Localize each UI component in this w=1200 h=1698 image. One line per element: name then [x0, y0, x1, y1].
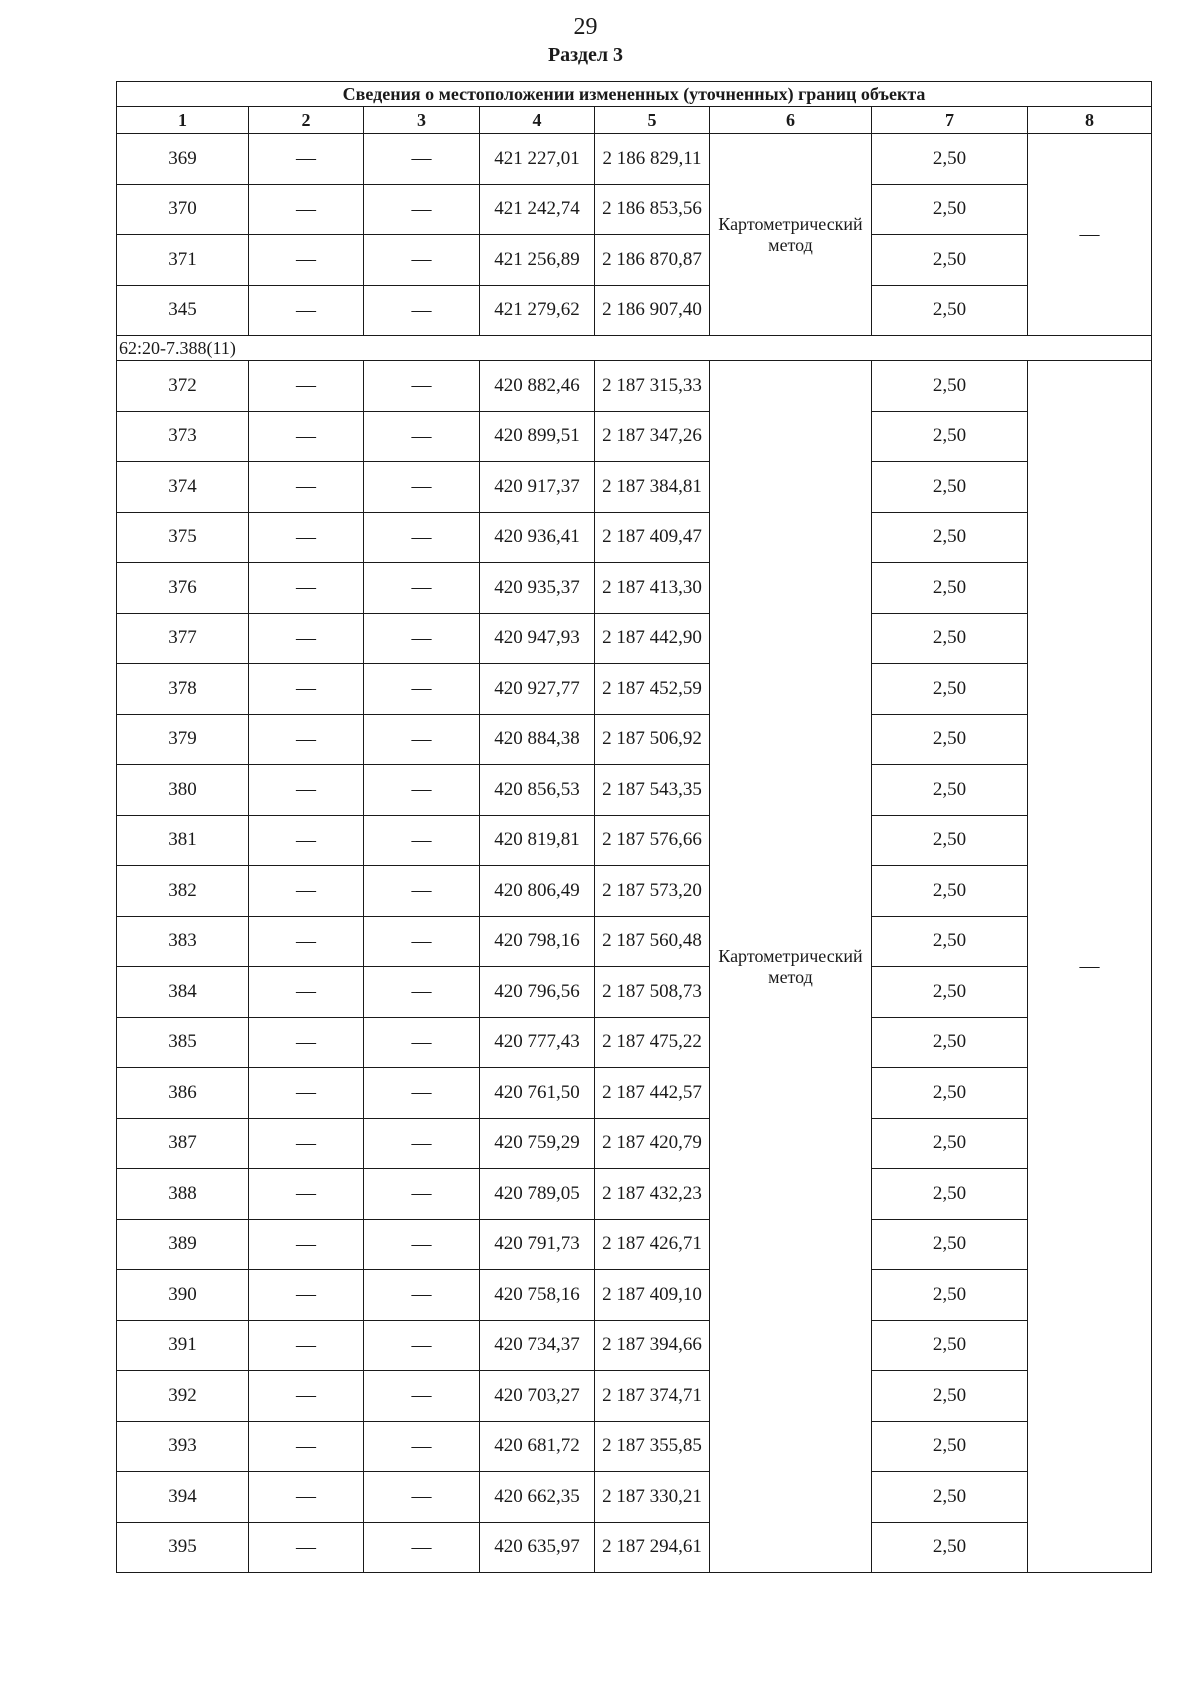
accuracy: 2,50: [872, 512, 1028, 563]
table-row: [117, 1017, 1152, 1068]
accuracy: 2,50: [872, 411, 1028, 462]
table-row: [117, 815, 1152, 866]
coordinate-x: 420 796,56: [480, 967, 595, 1018]
coordinate-x: 421 242,74: [480, 184, 595, 235]
accuracy: 2,50: [872, 967, 1028, 1018]
column-3-dash: —: [364, 285, 480, 336]
coordinate-y: 2 187 413,30: [595, 563, 710, 614]
column-2-dash: —: [249, 1219, 364, 1270]
column-3-dash: —: [364, 967, 480, 1018]
point-number: 392: [117, 1371, 249, 1422]
table-row: [117, 285, 1152, 336]
coordinate-y: 2 187 573,20: [595, 866, 710, 917]
column-3-dash: —: [364, 613, 480, 664]
accuracy: 2,50: [872, 563, 1028, 614]
accuracy: 2,50: [872, 815, 1028, 866]
method-cell: Картометрический метод: [710, 134, 872, 336]
accuracy: 2,50: [872, 916, 1028, 967]
coordinate-x: 420 791,73: [480, 1219, 595, 1270]
coordinate-y: 2 187 506,92: [595, 714, 710, 765]
coordinate-y: 2 187 576,66: [595, 815, 710, 866]
column-number: 5: [595, 107, 710, 134]
section-title: Раздел 3: [547, 44, 624, 66]
column-2-dash: —: [249, 1421, 364, 1472]
coordinate-x: 420 899,51: [480, 411, 595, 462]
column-2-dash: —: [249, 1522, 364, 1573]
table-row: [117, 1169, 1152, 1220]
coordinate-y: 2 187 543,35: [595, 765, 710, 816]
accuracy: 2,50: [872, 1270, 1028, 1321]
point-number: 381: [117, 815, 249, 866]
column-3-dash: —: [364, 1421, 480, 1472]
table-row: [117, 1371, 1152, 1422]
coordinate-x: 420 761,50: [480, 1068, 595, 1119]
column-number: 2: [249, 107, 364, 134]
coordinate-y: 2 187 432,23: [595, 1169, 710, 1220]
column-3-dash: —: [364, 1270, 480, 1321]
accuracy: 2,50: [872, 714, 1028, 765]
coordinate-x: 421 279,62: [480, 285, 595, 336]
column-2-dash: —: [249, 512, 364, 563]
point-number: 387: [117, 1118, 249, 1169]
column-2-dash: —: [249, 1068, 364, 1119]
column-3-dash: —: [364, 134, 480, 185]
point-number: 375: [117, 512, 249, 563]
coordinate-x: 420 882,46: [480, 361, 595, 412]
table-row: [117, 967, 1152, 1018]
coordinate-y: 2 187 475,22: [595, 1017, 710, 1068]
coordinate-x: 420 635,97: [480, 1522, 595, 1573]
column-3-dash: —: [364, 1522, 480, 1573]
coordinate-x: 420 662,35: [480, 1472, 595, 1523]
column-2-dash: —: [249, 1270, 364, 1321]
column-3-dash: —: [364, 1371, 480, 1422]
coordinate-y: 2 187 452,59: [595, 664, 710, 715]
coordinate-y: 2 187 330,21: [595, 1472, 710, 1523]
column-3-dash: —: [364, 815, 480, 866]
column-3-dash: —: [364, 866, 480, 917]
accuracy: 2,50: [872, 1371, 1028, 1422]
column-2-dash: —: [249, 134, 364, 185]
column-3-dash: —: [364, 1118, 480, 1169]
coordinate-y: 2 187 508,73: [595, 967, 710, 1018]
column-3-dash: —: [364, 1169, 480, 1220]
point-number: 369: [117, 134, 249, 185]
point-number: 394: [117, 1472, 249, 1523]
point-number: 374: [117, 462, 249, 513]
point-number: 383: [117, 916, 249, 967]
column-2-dash: —: [249, 1472, 364, 1523]
column-3-dash: —: [364, 714, 480, 765]
coordinate-y: 2 187 294,61: [595, 1522, 710, 1573]
column-3-dash: —: [364, 765, 480, 816]
coordinate-y: 2 187 384,81: [595, 462, 710, 513]
column-3-dash: —: [364, 361, 480, 412]
point-number: 380: [117, 765, 249, 816]
column-2-dash: —: [249, 714, 364, 765]
point-number: 393: [117, 1421, 249, 1472]
table-row: [117, 235, 1152, 286]
accuracy: 2,50: [872, 1522, 1028, 1573]
column-number-row: [117, 107, 1152, 134]
column-3-dash: —: [364, 916, 480, 967]
column-8-dash: —: [1028, 361, 1152, 1573]
column-2-dash: —: [249, 563, 364, 614]
boundary-coordinates-table: [116, 81, 1152, 1573]
coordinate-x: 420 798,16: [480, 916, 595, 967]
coordinate-x: 420 856,53: [480, 765, 595, 816]
table-row: [117, 1118, 1152, 1169]
coordinate-x: 420 927,77: [480, 664, 595, 715]
column-2-dash: —: [249, 815, 364, 866]
coordinate-y: 2 187 315,33: [595, 361, 710, 412]
column-3-dash: —: [364, 411, 480, 462]
point-number: 390: [117, 1270, 249, 1321]
accuracy: 2,50: [872, 1472, 1028, 1523]
coordinate-x: 420 758,16: [480, 1270, 595, 1321]
coordinate-x: 420 947,93: [480, 613, 595, 664]
table-row: [117, 1219, 1152, 1270]
coordinate-y: 2 187 426,71: [595, 1219, 710, 1270]
coordinate-y: 2 187 420,79: [595, 1118, 710, 1169]
column-2-dash: —: [249, 613, 364, 664]
table-row: [117, 1522, 1152, 1573]
accuracy: 2,50: [872, 1017, 1028, 1068]
point-number: 376: [117, 563, 249, 614]
column-3-dash: —: [364, 1472, 480, 1523]
point-number: 386: [117, 1068, 249, 1119]
column-number: 3: [364, 107, 480, 134]
column-3-dash: —: [364, 664, 480, 715]
coordinate-y: 2 186 907,40: [595, 285, 710, 336]
coordinate-x: 420 734,37: [480, 1320, 595, 1371]
accuracy: 2,50: [872, 462, 1028, 513]
column-2-dash: —: [249, 866, 364, 917]
table-row: [117, 1421, 1152, 1472]
column-2-dash: —: [249, 1371, 364, 1422]
point-number: 373: [117, 411, 249, 462]
column-2-dash: —: [249, 1320, 364, 1371]
table-row: [117, 613, 1152, 664]
accuracy: 2,50: [872, 866, 1028, 917]
accuracy: 2,50: [872, 1068, 1028, 1119]
column-3-dash: —: [364, 1320, 480, 1371]
table-row: [117, 134, 1152, 185]
column-2-dash: —: [249, 1017, 364, 1068]
point-number: 370: [117, 184, 249, 235]
column-number: 6: [710, 107, 872, 134]
coordinate-y: 2 187 347,26: [595, 411, 710, 462]
column-2-dash: —: [249, 1118, 364, 1169]
table-row: [117, 866, 1152, 917]
table-row: [117, 1068, 1152, 1119]
accuracy: 2,50: [872, 1219, 1028, 1270]
coordinate-y: 2 187 374,71: [595, 1371, 710, 1422]
column-3-dash: —: [364, 563, 480, 614]
accuracy: 2,50: [872, 1118, 1028, 1169]
table-row: [117, 563, 1152, 614]
point-number: 388: [117, 1169, 249, 1220]
coordinate-y: 2 187 409,47: [595, 512, 710, 563]
table-caption: Сведения о местоположении измененных (уточненных) границ объекта: [117, 82, 1152, 107]
column-3-dash: —: [364, 512, 480, 563]
coordinate-x: 420 917,37: [480, 462, 595, 513]
column-2-dash: —: [249, 411, 364, 462]
coordinate-x: 420 681,72: [480, 1421, 595, 1472]
table-row: [117, 765, 1152, 816]
column-number: 7: [872, 107, 1028, 134]
point-number: 371: [117, 235, 249, 286]
table-row: [117, 411, 1152, 462]
group-label-row: [117, 336, 1152, 361]
group-label: 62:20-7.388(11): [117, 336, 1152, 361]
accuracy: 2,50: [872, 664, 1028, 715]
coordinate-x: 421 256,89: [480, 235, 595, 286]
column-2-dash: —: [249, 765, 364, 816]
point-number: 391: [117, 1320, 249, 1371]
coordinate-y: 2 187 409,10: [595, 1270, 710, 1321]
point-number: 377: [117, 613, 249, 664]
point-number: 385: [117, 1017, 249, 1068]
coordinate-x: 420 777,43: [480, 1017, 595, 1068]
accuracy: 2,50: [872, 361, 1028, 412]
column-number: 4: [480, 107, 595, 134]
column-2-dash: —: [249, 361, 364, 412]
column-3-dash: —: [364, 462, 480, 513]
column-2-dash: —: [249, 462, 364, 513]
accuracy: 2,50: [872, 134, 1028, 185]
coordinate-x: 420 759,29: [480, 1118, 595, 1169]
accuracy: 2,50: [872, 235, 1028, 286]
accuracy: 2,50: [872, 613, 1028, 664]
table-row: [117, 361, 1152, 412]
column-number: 8: [1028, 107, 1152, 134]
column-2-dash: —: [249, 235, 364, 286]
coordinate-x: 420 703,27: [480, 1371, 595, 1422]
accuracy: 2,50: [872, 285, 1028, 336]
column-2-dash: —: [249, 916, 364, 967]
table-row: [117, 462, 1152, 513]
page-number: 29: [573, 14, 598, 40]
accuracy: 2,50: [872, 1421, 1028, 1472]
coordinate-y: 2 186 870,87: [595, 235, 710, 286]
column-3-dash: —: [364, 184, 480, 235]
coordinate-x: 420 936,41: [480, 512, 595, 563]
coordinate-y: 2 187 355,85: [595, 1421, 710, 1472]
table-row: [117, 1472, 1152, 1523]
column-3-dash: —: [364, 235, 480, 286]
point-number: 379: [117, 714, 249, 765]
accuracy: 2,50: [872, 1169, 1028, 1220]
coordinate-x: 420 884,38: [480, 714, 595, 765]
column-2-dash: —: [249, 1169, 364, 1220]
column-3-dash: —: [364, 1068, 480, 1119]
accuracy: 2,50: [872, 765, 1028, 816]
table-row: [117, 916, 1152, 967]
table-row: [117, 184, 1152, 235]
point-number: 345: [117, 285, 249, 336]
table-row: [117, 512, 1152, 563]
point-number: 372: [117, 361, 249, 412]
table-row: [117, 1270, 1152, 1321]
coordinate-y: 2 186 853,56: [595, 184, 710, 235]
table-row: [117, 1320, 1152, 1371]
column-2-dash: —: [249, 184, 364, 235]
coordinate-y: 2 187 442,90: [595, 613, 710, 664]
coordinate-y: 2 186 829,11: [595, 134, 710, 185]
table-row: [117, 664, 1152, 715]
column-2-dash: —: [249, 967, 364, 1018]
table-caption-row: [117, 82, 1152, 107]
column-number: 1: [117, 107, 249, 134]
point-number: 382: [117, 866, 249, 917]
point-number: 378: [117, 664, 249, 715]
coordinate-x: 420 789,05: [480, 1169, 595, 1220]
coordinate-x: 421 227,01: [480, 134, 595, 185]
column-2-dash: —: [249, 285, 364, 336]
coordinate-x: 420 806,49: [480, 866, 595, 917]
accuracy: 2,50: [872, 184, 1028, 235]
point-number: 395: [117, 1522, 249, 1573]
table-row: [117, 714, 1152, 765]
coordinate-x: 420 935,37: [480, 563, 595, 614]
coordinate-y: 2 187 442,57: [595, 1068, 710, 1119]
coordinate-y: 2 187 560,48: [595, 916, 710, 967]
point-number: 389: [117, 1219, 249, 1270]
column-3-dash: —: [364, 1017, 480, 1068]
column-2-dash: —: [249, 664, 364, 715]
accuracy: 2,50: [872, 1320, 1028, 1371]
point-number: 384: [117, 967, 249, 1018]
coordinate-x: 420 819,81: [480, 815, 595, 866]
column-8-dash: —: [1028, 134, 1152, 336]
coordinate-y: 2 187 394,66: [595, 1320, 710, 1371]
column-3-dash: —: [364, 1219, 480, 1270]
method-cell: Картометрический метод: [710, 361, 872, 1573]
